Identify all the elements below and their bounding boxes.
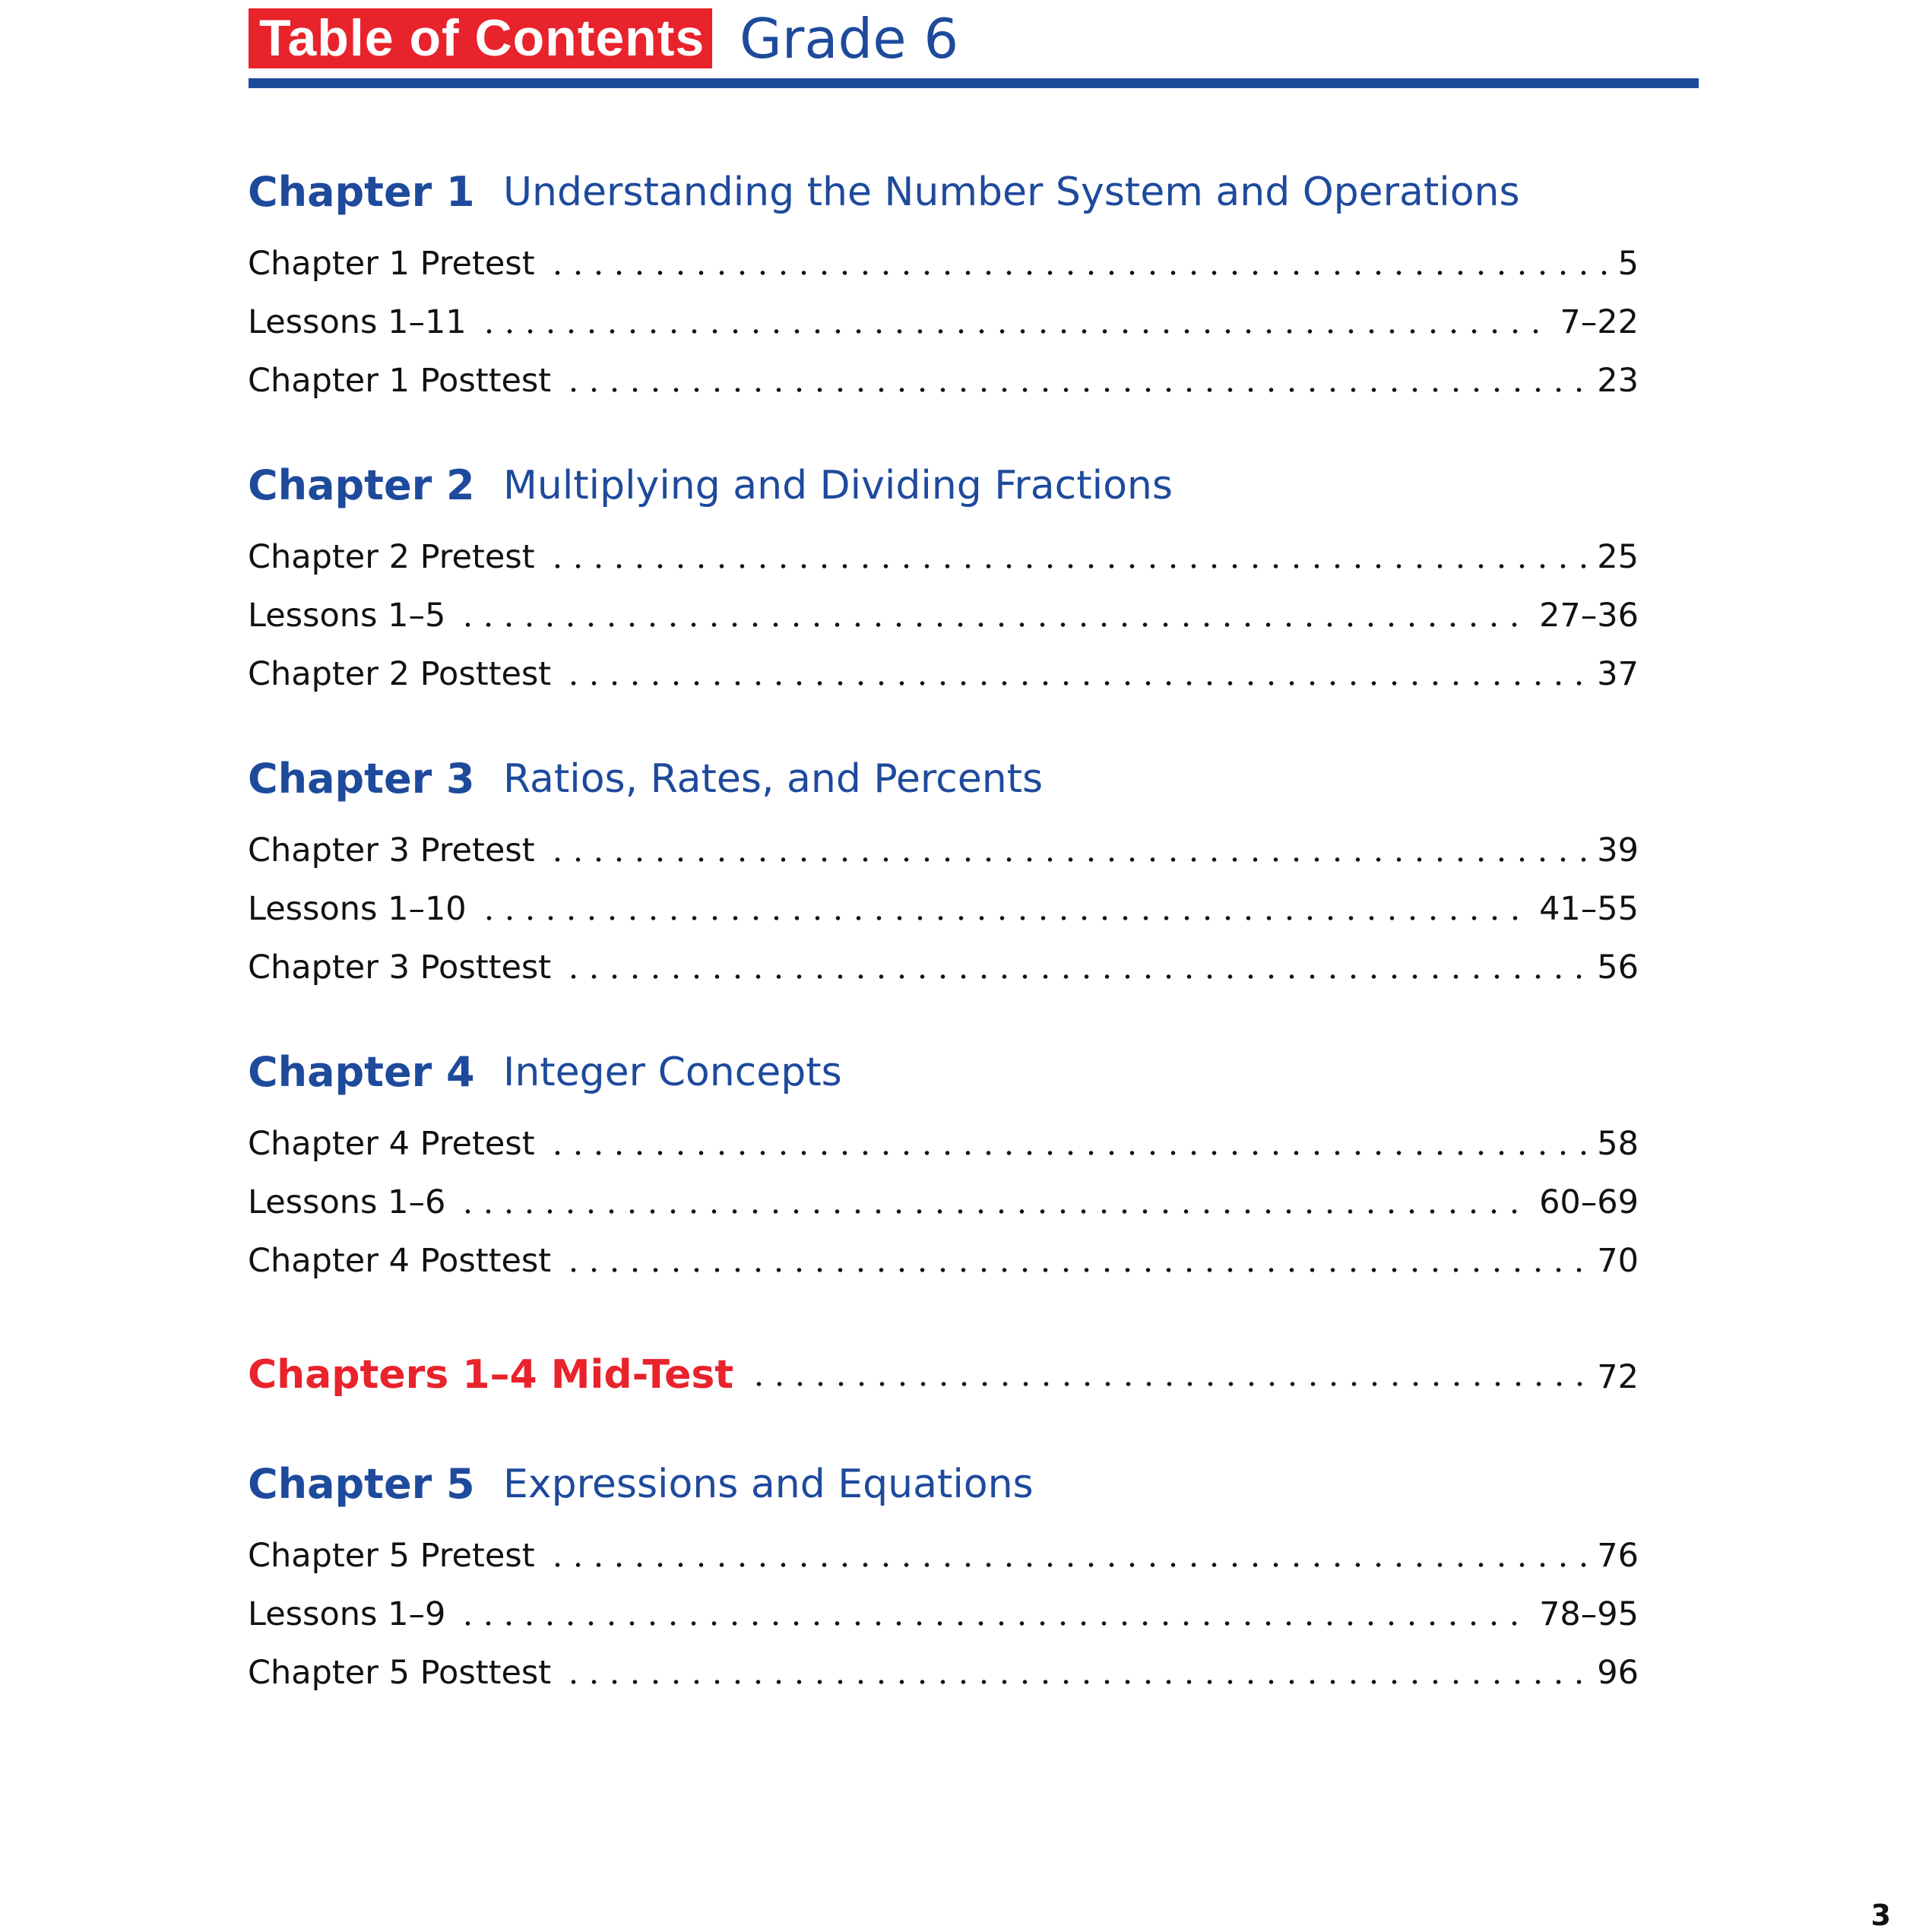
entry-label: Chapter 2 Posttest	[248, 655, 552, 693]
dot-leader	[563, 385, 1586, 395]
chapter-title: Ratios, Rates, and Percents	[503, 756, 1044, 802]
entry-page: 25	[1597, 538, 1639, 576]
toc-entry	[248, 886, 1639, 932]
toc-entry	[248, 1592, 1639, 1637]
toc-entry	[248, 1238, 1639, 1284]
dot-leader	[479, 913, 1528, 923]
entry-page: 96	[1597, 1654, 1639, 1692]
entry-page: 23	[1597, 362, 1639, 400]
entry-label: Chapter 1 Posttest	[248, 362, 552, 400]
entry-page: 78–95	[1539, 1595, 1639, 1633]
entry-label: Lessons 1–9	[248, 1595, 446, 1633]
entry-page: 76	[1597, 1537, 1639, 1575]
toc-entry	[248, 1121, 1639, 1167]
dot-leader	[563, 1677, 1586, 1687]
entry-label: Chapter 5 Pretest	[248, 1537, 535, 1575]
dot-leader	[749, 1379, 1586, 1389]
chapter-title: Multiplying and Dividing Fractions	[503, 463, 1173, 508]
toc-entry	[248, 534, 1639, 580]
toc-entry	[248, 593, 1639, 638]
chapter-number: Chapter 4	[248, 1048, 475, 1096]
entry-label: Chapter 2 Pretest	[248, 538, 535, 576]
toc-title-badge: Table of Contents	[249, 8, 712, 68]
chapter-title: Integer Concepts	[503, 1050, 842, 1095]
chapter-number: Chapter 3	[248, 755, 475, 803]
chapter-number: Chapter 5	[248, 1460, 475, 1508]
entry-page: 7–22	[1560, 303, 1639, 341]
header-divider	[249, 78, 1699, 88]
dot-leader	[563, 678, 1586, 689]
page-header	[249, 4, 1699, 87]
entry-label: Chapter 4 Posttest	[248, 1242, 552, 1280]
dot-leader	[547, 561, 1587, 572]
entry-label: Lessons 1–11	[248, 303, 467, 341]
entry-label: Lessons 1–6	[248, 1183, 446, 1221]
dot-leader	[547, 854, 1587, 865]
toc-entry	[248, 1180, 1639, 1225]
page-number: 3	[1870, 1899, 1891, 1932]
entry-page: 72	[1597, 1358, 1639, 1396]
toc-entry	[248, 945, 1639, 990]
toc-entry	[248, 1650, 1639, 1696]
chapter-number: Chapter 1	[248, 168, 475, 216]
dot-leader	[563, 1265, 1586, 1275]
entry-page: 37	[1597, 655, 1639, 693]
toc-entry	[248, 1533, 1639, 1579]
entry-page: 60–69	[1539, 1183, 1639, 1221]
entry-page: 58	[1597, 1125, 1639, 1163]
dot-leader	[479, 326, 1550, 337]
dot-leader	[458, 1206, 1528, 1217]
chapter-title: Expressions and Equations	[503, 1462, 1034, 1507]
entry-label: Chapter 5 Posttest	[248, 1654, 552, 1692]
entry-page: 70	[1597, 1242, 1639, 1280]
toc-entry	[248, 299, 1639, 345]
midtest-label: Chapters 1–4 Mid-Test	[248, 1352, 734, 1398]
entry-page: 5	[1617, 245, 1639, 283]
dot-leader	[458, 1618, 1528, 1629]
toc-entry	[248, 358, 1639, 404]
entry-page: 56	[1597, 949, 1639, 987]
dot-leader	[563, 971, 1586, 982]
entry-label: Chapter 1 Pretest	[248, 245, 535, 283]
grade-label: Grade 6	[740, 7, 959, 71]
entry-label: Chapter 4 Pretest	[248, 1125, 535, 1163]
entry-label: Lessons 1–10	[248, 890, 467, 928]
entry-label: Chapter 3 Pretest	[248, 831, 535, 869]
entry-label: Chapter 3 Posttest	[248, 949, 552, 987]
entry-page: 39	[1597, 831, 1639, 869]
chapter-number: Chapter 2	[248, 461, 475, 509]
entry-label: Lessons 1–5	[248, 597, 446, 635]
dot-leader	[458, 619, 1528, 630]
toc-entry	[248, 241, 1639, 287]
chapter-title: Understanding the Number System and Operations	[503, 169, 1520, 215]
dot-leader	[547, 268, 1608, 278]
dot-leader	[547, 1148, 1587, 1158]
entry-page: 41–55	[1539, 890, 1639, 928]
toc-entry	[248, 828, 1639, 873]
toc-entry	[248, 651, 1639, 697]
dot-leader	[547, 1560, 1587, 1570]
entry-page: 27–36	[1539, 597, 1639, 635]
midtest-entry	[248, 1348, 1639, 1401]
